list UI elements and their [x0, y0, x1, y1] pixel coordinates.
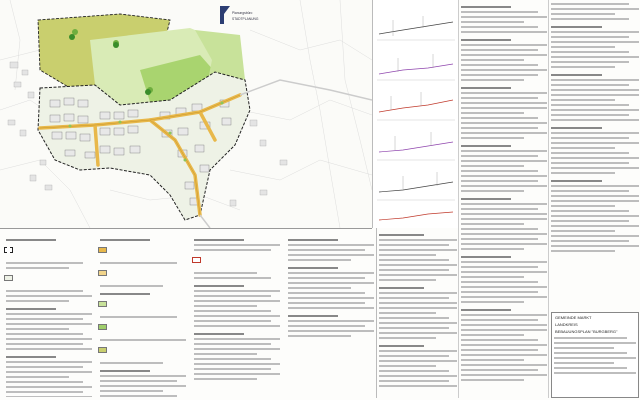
section-profiles: [372, 0, 459, 228]
residential-swatch: [4, 275, 13, 281]
municipality-line-1: GEMEINDE MARKT: [555, 315, 592, 320]
stamp-line-2: STADTPLANUNG: [232, 17, 259, 21]
text-column-1: [458, 0, 549, 398]
title-block: [551, 312, 639, 398]
plan-title: BEBAUUNGSPLAN "BURGBERG": [555, 329, 618, 334]
plan-legend: [0, 228, 372, 401]
path-swatch: [98, 270, 107, 276]
section-line-swatch: [192, 257, 201, 263]
office-stamp: [200, 4, 280, 30]
legend-column-2: [98, 233, 188, 397]
boundary-swatch: [4, 247, 13, 253]
road-swatch: [98, 247, 107, 253]
text-column-bottom: [376, 228, 459, 398]
green-swatch: [98, 301, 107, 307]
stamp-line-1: Planungsbüro: [232, 11, 253, 15]
agri-swatch: [98, 347, 107, 353]
legend-column-1: [4, 233, 94, 397]
park-swatch: [98, 324, 107, 330]
site-plan-map: [0, 0, 372, 228]
legend-column-4: [286, 233, 376, 397]
municipality-line-2: LANDKREIS: [555, 322, 578, 327]
legend-column-3: [192, 233, 282, 397]
